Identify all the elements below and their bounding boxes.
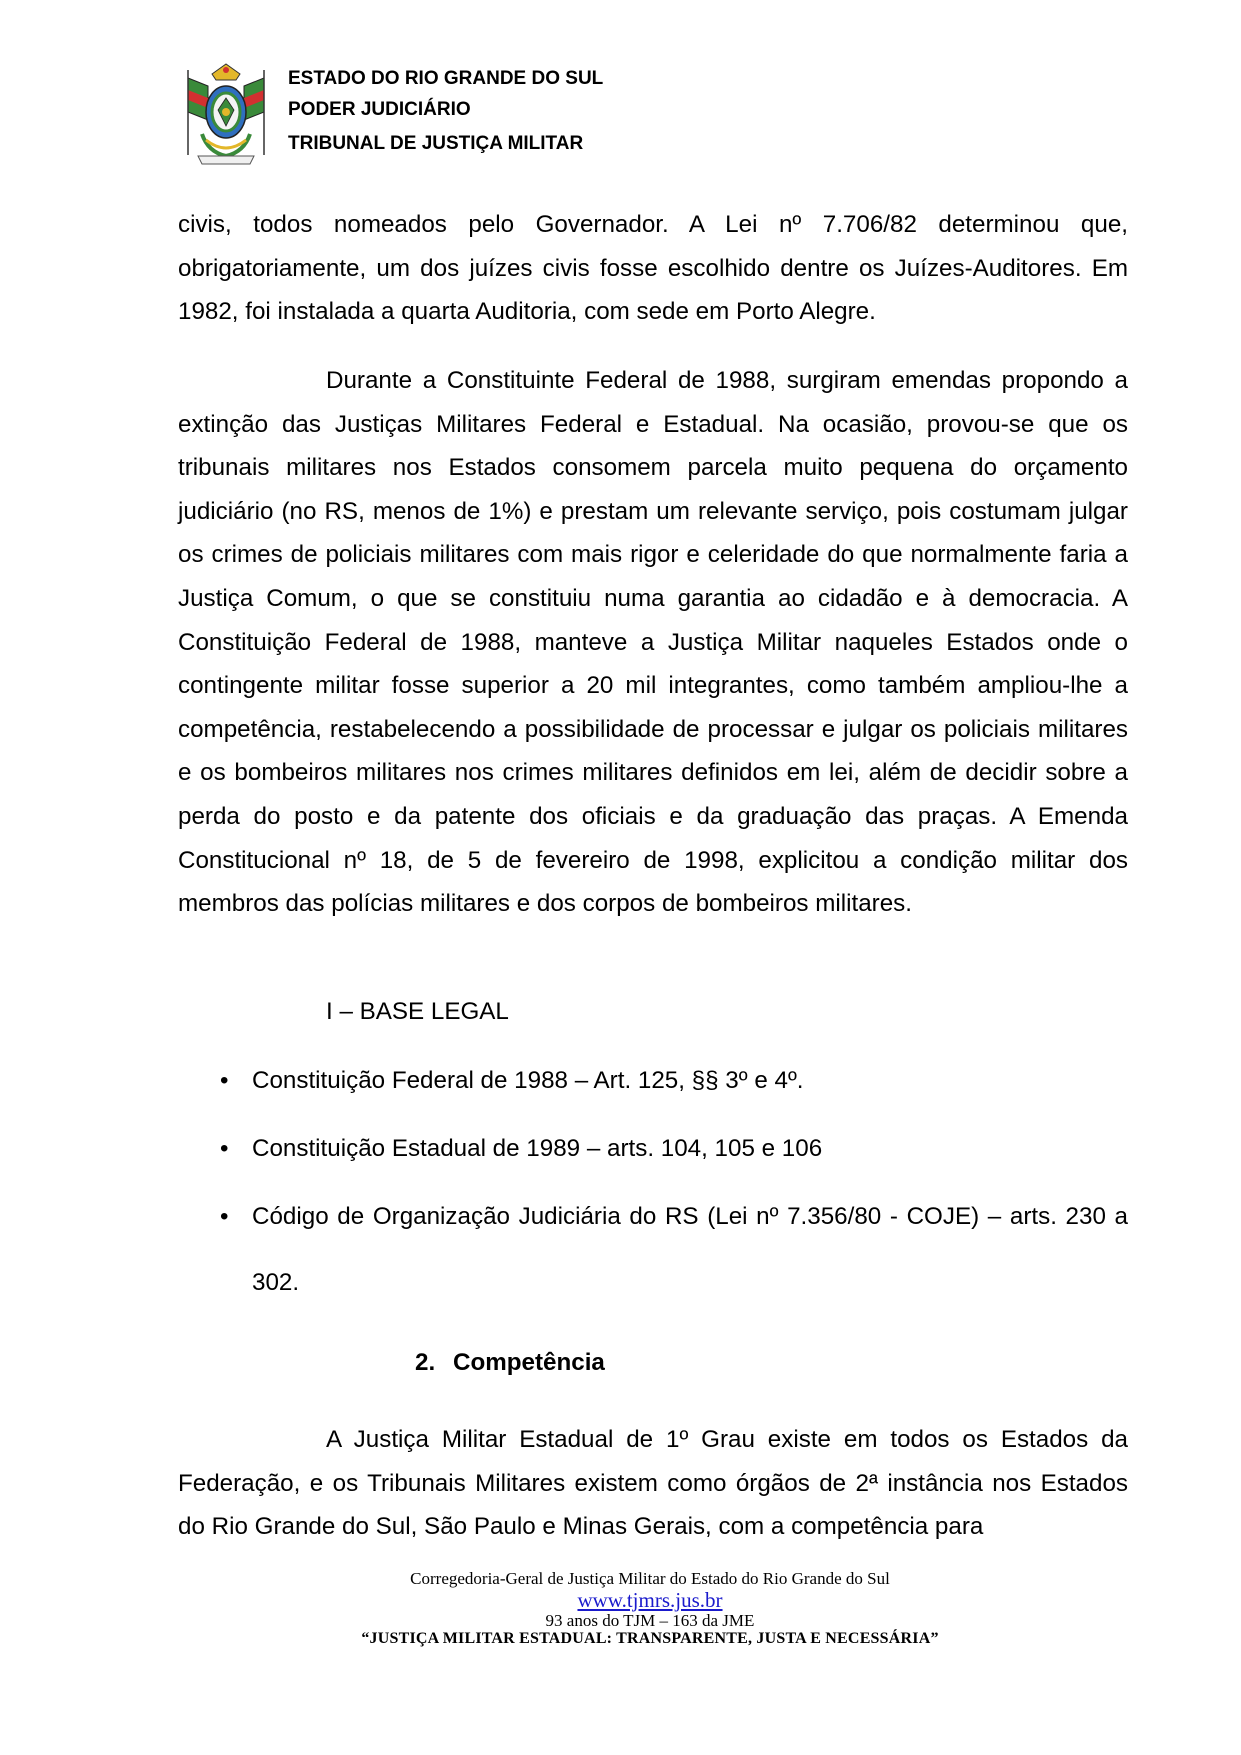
section-number: 2. [415, 1349, 436, 1376]
list-item-text: Constituição Federal de 1988 – Art. 125, §§ 3º e 4º. [252, 1067, 804, 1094]
header-judiciary-name: PODER JUDICIÁRIO [288, 99, 471, 120]
list-item-text: Código de Organização Judiciária do RS (Lei nº 7.356/80 - COJE) – arts. 230 a 302. [252, 1203, 1128, 1296]
document-footer [300, 1570, 1000, 1648]
paragraph-governor-nominations: civis, todos nomeados pelo Governador. A Lei nº 7.706/82 determinou que, obrigatoriamente, um dos juízes civis fosse escolhido dentre os Juízes-Auditores. Em 1982, foi instalada a quarta Auditoria, com sede em Porto Alegre. [178, 211, 1128, 326]
footer-office-name: Corregedoria-Geral de Justiça Militar do Estado do Rio Grande do Sul [410, 1569, 890, 1588]
section-heading-competencia [415, 1348, 605, 1378]
list-item-text: Constituição Estadual de 1989 – arts. 104, 105 e 106 [252, 1135, 823, 1162]
footer-motto: “JUSTIÇA MILITAR ESTADUAL: TRANSPARENTE, JUSTA E NECESSÁRIA” [361, 1630, 939, 1647]
paragraph-constituent-history: Durante a Constituinte Federal de 1988, surgiram emendas propondo a extinção das Justiças Militares Federal e Estadual. Na ocasião, provou-se que os tribunais militares nos Estados consomem parcela muito pequena do orçamento judiciário (no RS, menos de 1%) e prestam um relevante serviço, pois costumam julgar os crimes de policiais militares com mais rigor e celeridade do que normalmente faria a Justiça Comum, o que se constituiu numa garantia ao cidadão e à democracia. A Constituição Federal de 1988, manteve a Justiça Militar naqueles Estados onde o contingente militar fosse superior a 20 mil integrantes, como também ampliou-lhe a competência, restabelecendo a possibilidade de processar e julgar os policiais militares e os bombeiros militares nos crimes militares definidos em lei, além de decidir sobre a perda do posto e da patente dos oficiais e da graduação das praças. A Emenda Constitucional nº 18, de 5 de fevereiro de 1998, explicitou a condição militar dos membros das polícias militares e dos corpos de bombeiros militares. [178, 367, 1128, 918]
paragraph-competence: A Justiça Militar Estadual de 1º Grau existe em todos os Estados da Federação, e os Tribunais Militares existem como órgãos de 2ª instância nos Estados do Rio Grande do Sul, São Paulo e Minas Gerais, com a competência para [178, 1426, 1128, 1541]
section-title: Competência [453, 1349, 605, 1376]
footer-anniversary-note: 93 anos do TJM – 163 da JME [545, 1611, 755, 1630]
footer-website-link[interactable]: www.tjmrs.jus.br [577, 1588, 723, 1612]
document-header [178, 60, 738, 170]
bullet-dot-icon: • [220, 1135, 229, 1162]
base-legal-heading: I – BASE LEGAL [326, 998, 509, 1025]
header-court-name: TRIBUNAL DE JUSTIÇA MILITAR [288, 133, 584, 154]
bullet-dot-icon: • [220, 1067, 229, 1094]
rio-grande-do-sul-coat-of-arms-icon [178, 60, 274, 170]
bullet-dot-icon: • [220, 1203, 229, 1230]
header-state-name: ESTADO DO RIO GRANDE DO SUL [288, 68, 604, 89]
institution-name-block [288, 68, 603, 164]
